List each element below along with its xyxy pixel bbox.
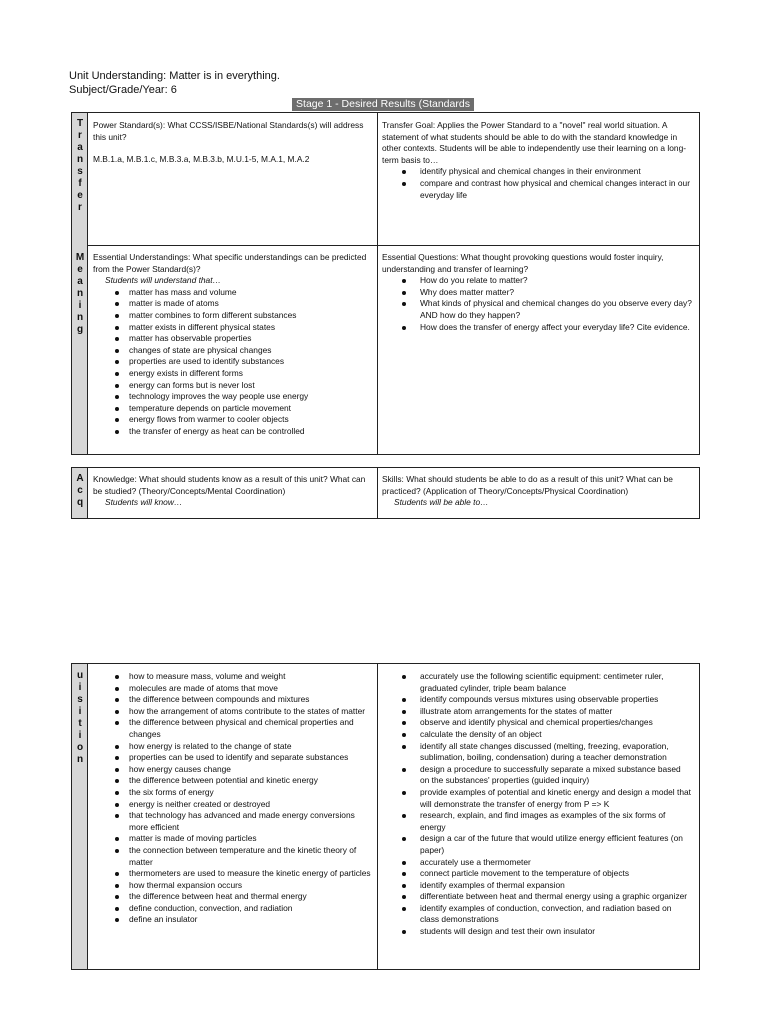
list-item: the difference between physical and chemical properties and changes bbox=[93, 717, 371, 740]
understandings-list bbox=[93, 287, 371, 438]
questions-list bbox=[382, 275, 692, 333]
list-item: the difference between compounds and mixtures bbox=[93, 694, 371, 706]
list-item: identify compounds versus mixtures using observable properties bbox=[382, 694, 692, 706]
list-item: temperature depends on particle movement bbox=[93, 403, 371, 415]
skills-list bbox=[382, 671, 692, 938]
list-item: define an insulator bbox=[93, 914, 371, 926]
list-item: identify examples of thermal expansion bbox=[382, 880, 692, 892]
list-item: What kinds of physical and chemical changes do you observe every day? AND how do they happen? bbox=[382, 298, 692, 321]
list-item: changes of state are physical changes bbox=[93, 345, 371, 357]
list-item: how energy is related to the change of state bbox=[93, 741, 371, 753]
list-item: calculate the density of an object bbox=[382, 729, 692, 741]
essential-questions-prompt: Essential Questions: What thought provoking questions would foster inquiry, understanding and transfer of learning? bbox=[382, 252, 664, 274]
list-item: matter is made of atoms bbox=[93, 298, 371, 310]
list-item: matter has observable properties bbox=[93, 333, 371, 345]
list-item: how thermal expansion occurs bbox=[93, 880, 371, 892]
acq-side-label: A c q bbox=[76, 473, 84, 508]
list-item: energy flows from warmer to cooler objects bbox=[93, 414, 371, 426]
list-item: the difference between heat and thermal energy bbox=[93, 891, 371, 903]
meaning-side-label: M e a n i n g bbox=[75, 252, 85, 335]
transfer-side-label: T r a n s f e r bbox=[76, 118, 84, 213]
list-item: the transfer of energy as heat can be controlled bbox=[93, 426, 371, 438]
list-item: matter is made of moving particles bbox=[93, 833, 371, 845]
essential-understandings-cell bbox=[93, 252, 371, 438]
list-item: research, explain, and find images as examples of the six forms of energy bbox=[382, 810, 692, 833]
know-intro: Students will know… bbox=[105, 497, 183, 508]
table-side-column bbox=[72, 664, 88, 969]
list-item: design a procedure to successfully separate a mixed substance based on the substances' properties (guided inquiry) bbox=[382, 764, 692, 787]
list-item: differentiate between heat and thermal energy using a graphic organizer bbox=[382, 891, 692, 903]
list-item: molecules are made of atoms that move bbox=[93, 683, 371, 695]
list-item: properties can be used to identify and separate substances bbox=[93, 752, 371, 764]
list-item: compare and contrast how physical and chemical changes interact in our everyday life bbox=[382, 178, 692, 201]
list-item: accurately use the following scientific equipment: centimeter ruler, graduated cylinder, triple beam balance bbox=[382, 671, 692, 694]
skills-prompt: Skills: What should students be able to do as a result of this unit? What can be practiced? (Application of Theory/Concepts/Physical Coordination) bbox=[382, 474, 673, 496]
list-item: how the arrangement of atoms contribute to the states of matter bbox=[93, 706, 371, 718]
list-item: energy is neither created or destroyed bbox=[93, 799, 371, 811]
table-side-column bbox=[72, 468, 88, 518]
column-divider bbox=[377, 664, 378, 969]
unit-understanding: Unit Understanding: Matter is in everything. bbox=[69, 70, 280, 82]
understand-intro: Students will understand that… bbox=[105, 275, 221, 286]
list-item: thermometers are used to measure the kinetic energy of particles bbox=[93, 868, 371, 880]
list-item: matter combines to form different substances bbox=[93, 310, 371, 322]
list-item: energy can forms but is never lost bbox=[93, 380, 371, 392]
list-item: provide examples of potential and kinetic energy and design a model that will demonstrate the transfer of energy from P => K bbox=[382, 787, 692, 810]
list-item: how to measure mass, volume and weight bbox=[93, 671, 371, 683]
list-item: How does the transfer of energy affect your everyday life? Cite evidence. bbox=[382, 322, 692, 334]
power-standards-prompt: Power Standard(s): What CCSS/ISBE/National Standards(s) will address this unit? bbox=[93, 120, 364, 142]
standard-codes: M.B.1.a, M.B.1.c, M.B.3.a, M.B.3.b, M.U.1-5, M.A.1, M.A.2 bbox=[93, 154, 310, 165]
knowledge-cell bbox=[93, 474, 371, 509]
transfer-goal-cell bbox=[382, 120, 692, 201]
acquisition-body-table bbox=[71, 663, 700, 970]
list-item: design a car of the future that would utilize energy efficient features (on paper) bbox=[382, 833, 692, 856]
list-item: identify examples of conduction, convection, and radiation based on class demonstrations bbox=[382, 903, 692, 926]
column-divider bbox=[377, 113, 378, 454]
list-item: illustrate atom arrangements for the states of matter bbox=[382, 706, 692, 718]
list-item: students will design and test their own insulator bbox=[382, 926, 692, 938]
list-item: energy exists in different forms bbox=[93, 368, 371, 380]
list-item: matter has mass and volume bbox=[93, 287, 371, 299]
list-item: the six forms of energy bbox=[93, 787, 371, 799]
knowledge-prompt: Knowledge: What should students know as a result of this unit? What can be studied? (Theory/Concepts/Mental Coordination) bbox=[93, 474, 366, 496]
list-item: technology improves the way people use energy bbox=[93, 391, 371, 403]
list-item: matter exists in different physical states bbox=[93, 322, 371, 334]
acquisition-header-table bbox=[71, 467, 700, 519]
uisition-side-label: u i s i t i o n bbox=[76, 670, 84, 765]
stage-banner: Stage 1 - Desired Results (Standards bbox=[292, 98, 474, 111]
table-side-column bbox=[72, 113, 88, 454]
list-item: the difference between potential and kinetic energy bbox=[93, 775, 371, 787]
row-divider bbox=[88, 245, 699, 246]
knowledge-list-cell bbox=[93, 671, 371, 926]
skills-list-cell bbox=[382, 671, 692, 938]
list-item: properties are used to identify substances bbox=[93, 356, 371, 368]
desired-results-table bbox=[71, 112, 700, 455]
column-divider bbox=[377, 468, 378, 518]
list-item: that technology has advanced and made energy conversions more efficient bbox=[93, 810, 371, 833]
list-item: connect particle movement to the temperature of objects bbox=[382, 868, 692, 880]
list-item: observe and identify physical and chemical properties/changes bbox=[382, 717, 692, 729]
transfer-goal-list bbox=[382, 166, 692, 201]
list-item: the connection between temperature and the kinetic theory of matter bbox=[93, 845, 371, 868]
list-item: accurately use a thermometer bbox=[382, 857, 692, 869]
essential-understandings-prompt: Essential Understandings: What specific understandings can be predicted from the Power Standard(s)? bbox=[93, 252, 367, 274]
essential-questions-cell bbox=[382, 252, 692, 333]
list-item: identify all state changes discussed (melting, freezing, evaporation, sublimation, boiling, condensation) during a teacher demonstration bbox=[382, 741, 692, 764]
knowledge-list bbox=[93, 671, 371, 926]
subject-grade: Subject/Grade/Year: 6 bbox=[69, 84, 177, 96]
transfer-goal-prompt: Transfer Goal: Applies the Power Standard to a "novel" real world situation. A statement of what students should be able to do with the standard knowledge in other contexts. Students will be able to independently use their learning on a long-term basis to… bbox=[382, 120, 687, 165]
skills-cell bbox=[382, 474, 692, 509]
list-item: define conduction, convection, and radiation bbox=[93, 903, 371, 915]
list-item: Why does matter matter? bbox=[382, 287, 692, 299]
list-item: How do you relate to matter? bbox=[382, 275, 692, 287]
list-item: identify physical and chemical changes in their environment bbox=[382, 166, 692, 178]
able-intro: Students will be able to… bbox=[394, 497, 489, 508]
power-standards-cell bbox=[93, 120, 371, 166]
list-item: how energy causes change bbox=[93, 764, 371, 776]
